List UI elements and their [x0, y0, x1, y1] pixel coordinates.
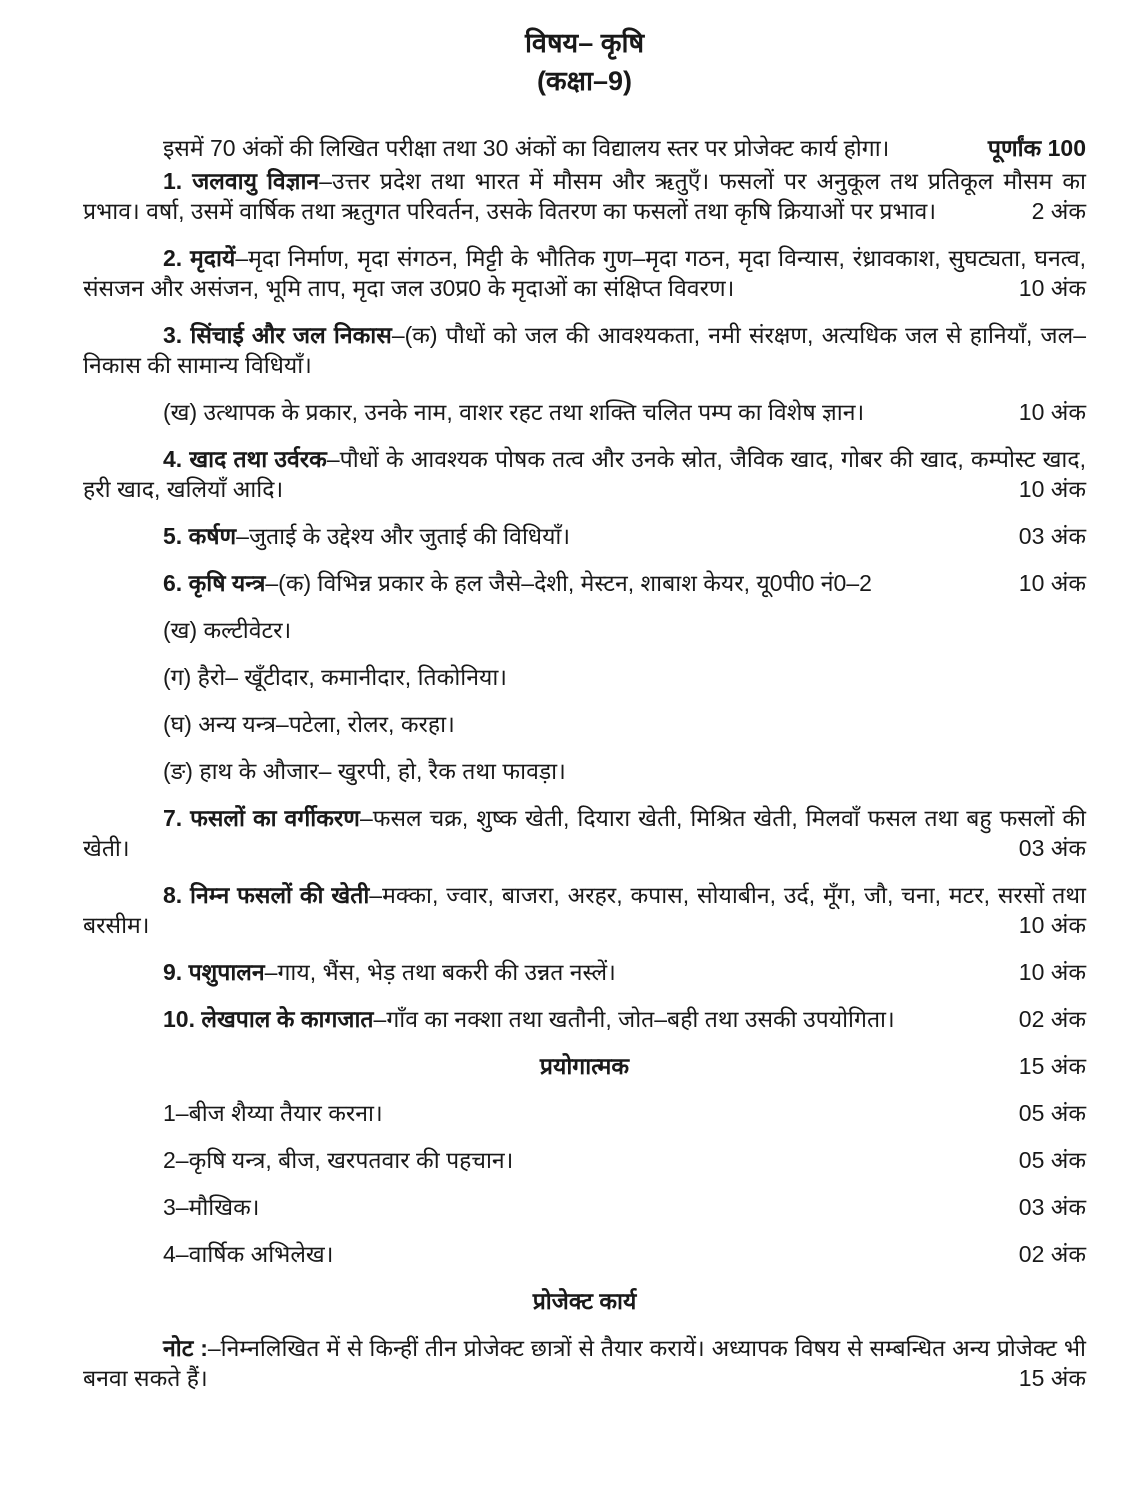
item-lead: 4. खाद तथा उर्वरक	[163, 446, 327, 472]
item-body: –पौधों के आवश्यक पोषक तत्व और उनके स्रोत, जैविक खाद, गोबर की खाद, कम्पोस्ट खाद, हरी खाद, खलियाँ आदि।	[83, 446, 1086, 502]
item-body: (ग) हैरो– खूँटीदार, कमानीदार, तिकोनिया।	[163, 664, 508, 690]
item-marks: 05 अंक	[1011, 1098, 1086, 1128]
syllabus-item-3	[83, 320, 1086, 380]
item-body: 2–कृषि यन्त्र, बीज, खरपतवार की पहचान।	[163, 1147, 514, 1173]
item-text	[83, 320, 1086, 380]
syllabus-item-6-sub-ga	[83, 662, 1086, 692]
item-lead: 2. मृदायें	[163, 245, 236, 271]
item-body: –गाँव का नक्शा तथा खतौनी, जोत–बही तथा उसकी उपयोगिता।	[373, 1006, 895, 1032]
total-marks: पूर्णांक 100	[980, 133, 1086, 163]
project-section	[83, 1286, 1086, 1316]
item-text	[83, 568, 1086, 598]
note-lead: नोट :	[163, 1335, 208, 1361]
item-body: (ख) कल्टीवेटर।	[163, 617, 292, 643]
item-lead: 1. जलवायु विज्ञान	[163, 168, 320, 194]
item-text	[83, 709, 1086, 739]
item-lead: 3. सिंचाई और जल निकास	[163, 322, 392, 348]
syllabus-item-9	[83, 957, 1086, 987]
practical-marks: 15 अंक	[1011, 1051, 1086, 1081]
item-body: –(क) पौधों को जल की आवश्यकता, नमी संरक्षण, अत्यधिक जल से हानियाँ, जल–निकास की सामान्य विधियाँ।	[83, 322, 1086, 378]
item-body: (ङ) हाथ के औजार– खुरपी, हो, रैक तथा फावड़ा।	[163, 758, 566, 784]
item-body: –मक्का, ज्वार, बाजरा, अरहर, कपास, सोयाबीन, उर्द, मूँग, जौ, चना, मटर, सरसों तथा बरसीम।	[83, 882, 1086, 938]
item-marks: 10 अंक	[1011, 568, 1086, 598]
note-body: –निम्नलिखित में से किन्हीं तीन प्रोजेक्ट छात्रों से तैयार करायें। अध्यापक विषय से सम्बन्धित अन्य प्रोजेक्ट भी बनवा सकते हैं।	[83, 1335, 1086, 1391]
item-lead: 7. फसलों का वर्गीकरण	[163, 805, 360, 831]
item-body: –गाय, भैंस, भेड़ तथा बकरी की उन्नत नस्लें।	[264, 959, 616, 985]
item-body: 3–मौखिक।	[163, 1194, 260, 1220]
item-marks: 10 अंक	[1011, 957, 1086, 987]
syllabus-item-10	[83, 1004, 1086, 1034]
item-text	[83, 1145, 1086, 1175]
practical-item-3	[83, 1192, 1086, 1222]
item-text	[83, 880, 1086, 940]
item-marks: 02 अंक	[1011, 1004, 1086, 1034]
syllabus-item-8	[83, 880, 1086, 940]
item-body: 1–बीज शैय्या तैयार करना।	[163, 1100, 383, 1126]
item-marks: 03 अंक	[1011, 1192, 1086, 1222]
syllabus-item-6-sub-kha	[83, 615, 1086, 645]
item-body: –उत्तर प्रदेश तथा भारत में मौसम और ऋतुएँ। फसलों पर अनुकूल तथ प्रतिकूल मौसम का प्रभाव। वर्षा, उसमें वार्षिक तथा ऋतुगत परिवर्तन, उसके वितरण का फसलों तथा कृषि क्रियाओं पर प्रभाव।	[83, 168, 1087, 224]
item-text	[83, 615, 1086, 645]
practical-section	[83, 1051, 1086, 1081]
intro-text: इसमें 70 अंकों की लिखित परीक्षा तथा 30 अंकों का विद्यालय स्तर पर प्रोजेक्ट कार्य होगा।	[163, 135, 890, 161]
item-text	[83, 1192, 1086, 1222]
item-text	[83, 803, 1086, 863]
item-body: (ख) उत्थापक के प्रकार, उनके नाम, वाशर रहट तथा शक्ति चलित पम्प का विशेष ज्ञान।	[163, 399, 865, 425]
item-marks: 2 अंक	[1024, 196, 1086, 226]
syllabus-item-2	[83, 243, 1086, 303]
item-marks: 02 अंक	[1011, 1239, 1086, 1269]
item-marks: 03 अंक	[1011, 833, 1086, 863]
item-body: –जुताई के उद्देश्य और जुताई की विधियाँ।	[236, 523, 571, 549]
note-text	[83, 1333, 1086, 1393]
item-text	[83, 1239, 1086, 1269]
syllabus-item-5	[83, 521, 1086, 551]
item-text	[83, 756, 1086, 786]
item-lead: 5. कर्षण	[163, 523, 237, 549]
item-body: –फसल चक्र, शुष्क खेती, दियारा खेती, मिश्रित खेती, मिलवाँ फसल तथा बहु फसलों की खेती।	[83, 805, 1086, 861]
item-body: (घ) अन्य यन्त्र–पटेला, रोलर, करहा।	[163, 711, 455, 737]
page-title: विषय– कृषि	[524, 28, 645, 58]
item-lead: 9. पशुपालन	[163, 959, 265, 985]
practical-item-4	[83, 1239, 1086, 1269]
syllabus-item-6	[83, 568, 1086, 598]
item-lead: 8. निम्न फसलों की खेती	[163, 882, 370, 908]
syllabus-item-7	[83, 803, 1086, 863]
item-text	[83, 397, 1086, 427]
item-marks: 10 अंक	[1011, 474, 1086, 504]
item-text	[83, 1004, 1086, 1034]
intro-paragraph	[83, 133, 1086, 163]
syllabus-item-1	[83, 166, 1086, 226]
page-subtitle: (कक्षा–9)	[536, 66, 633, 96]
item-text	[83, 1098, 1086, 1128]
item-text	[83, 521, 1086, 551]
item-text	[83, 166, 1086, 226]
item-marks: 10 अंक	[1011, 397, 1086, 427]
project-note	[83, 1333, 1086, 1393]
syllabus-item-6-sub-gha	[83, 709, 1086, 739]
title-block	[83, 24, 1086, 100]
note-marks: 15 अंक	[1011, 1363, 1086, 1393]
practical-heading: प्रयोगात्मक	[539, 1053, 630, 1079]
item-body: –मृदा निर्माण, मृदा संगठन, मिट्टी के भौतिक गुण–मृदा गठन, मृदा विन्यास, रंध्रावकाश, सुघट्यता, घनत्व, संसजन और असंजन, भूमि ताप, मृदा जल उ0प्र0 के मृदाओं का संक्षिप्त विवरण।	[83, 245, 1086, 301]
syllabus-item-4	[83, 444, 1086, 504]
item-marks: 10 अंक	[1011, 910, 1086, 940]
item-lead: 10. लेखपाल के कागजात	[163, 1006, 374, 1032]
item-body: 4–वार्षिक अभिलेख।	[163, 1241, 334, 1267]
item-text	[83, 243, 1086, 303]
item-marks: 10 अंक	[1011, 273, 1086, 303]
item-text	[83, 662, 1086, 692]
project-heading: प्रोजेक्ट कार्य	[532, 1288, 637, 1314]
item-lead: 6. कृषि यन्त्र	[163, 570, 266, 596]
item-marks: 03 अंक	[1011, 521, 1086, 551]
syllabus-item-6-sub-nga	[83, 756, 1086, 786]
practical-item-1	[83, 1098, 1086, 1128]
item-text	[83, 957, 1086, 987]
syllabus-item-3b	[83, 397, 1086, 427]
practical-item-2	[83, 1145, 1086, 1175]
item-text	[83, 444, 1086, 504]
item-body: –(क) विभिन्न प्रकार के हल जैसे–देशी, मेस्टन, शाबाश केयर, यू0पी0 नं0–2	[265, 570, 872, 596]
item-marks: 05 अंक	[1011, 1145, 1086, 1175]
